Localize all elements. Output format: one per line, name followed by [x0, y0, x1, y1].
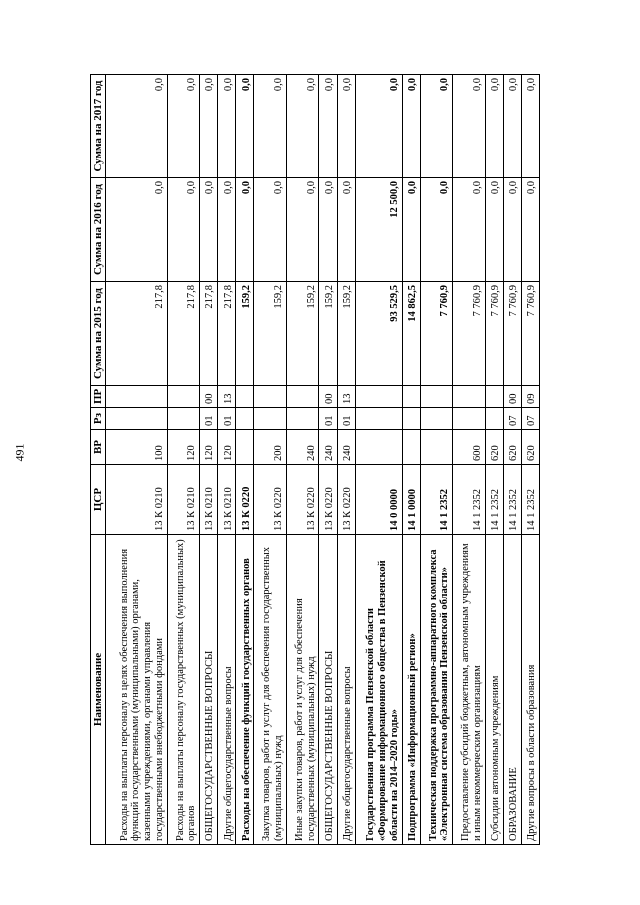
- row-sum-2016-cell: 0,0: [402, 178, 420, 282]
- table-row: [355, 75, 402, 845]
- row-name-cell: Другие общегосударственные вопросы: [218, 535, 236, 845]
- row-name-cell: Техническая поддержка программно-аппаратного комплекса «Электронная система образования Пензенской области»: [420, 535, 453, 845]
- row-rz-cell: [420, 408, 453, 430]
- row-sum-2016-cell: 0,0: [521, 178, 539, 282]
- table-row: [286, 75, 319, 845]
- row-sum-2015-cell: 7 760,9: [485, 282, 503, 386]
- row-name-cell: ОБРАЗОВАНИЕ: [503, 535, 521, 845]
- row-csr-cell: 13 К 0210: [218, 465, 236, 535]
- row-vr-cell: [420, 430, 453, 465]
- rotated-page-content: [90, 75, 540, 845]
- table-row: [521, 75, 539, 845]
- row-name-cell: Расходы на выплаты персоналу в целях обеспечения выполнения функций государственными (муниципальными) органами, казенными учреждениями, органами управления государственными внебюджетными фондами: [106, 535, 167, 845]
- row-rz-cell: [254, 408, 287, 430]
- row-name-cell: Иные закупки товаров, работ и услуг для обеспечения государственных (муниципальных) нужд: [286, 535, 319, 845]
- table-row: [106, 75, 167, 845]
- row-name-cell: Предоставление субсидий бюджетным, автономным учреждениям и иным некоммерческим организациям: [453, 535, 486, 845]
- row-sum-2017-cell: 0,0: [503, 75, 521, 178]
- row-pr-cell: 13: [218, 386, 236, 408]
- table-row: [218, 75, 236, 845]
- row-rz-cell: [355, 408, 402, 430]
- row-rz-cell: [485, 408, 503, 430]
- row-sum-2016-cell: 0,0: [167, 178, 200, 282]
- table-row: [402, 75, 420, 845]
- row-rz-cell: [167, 408, 200, 430]
- row-sum-2015-cell: 159,2: [254, 282, 287, 386]
- row-rz-cell: 01: [319, 408, 337, 430]
- row-vr-cell: 100: [106, 430, 167, 465]
- row-sum-2016-cell: 0,0: [106, 178, 167, 282]
- row-csr-cell: 14 1 2352: [420, 465, 453, 535]
- row-csr-cell: 13 К 0210: [106, 465, 167, 535]
- header-name: Наименование: [91, 535, 106, 845]
- row-pr-cell: [420, 386, 453, 408]
- row-name-cell: Другие общегосударственные вопросы: [337, 535, 355, 845]
- row-csr-cell: 13 К 0220: [236, 465, 254, 535]
- row-pr-cell: 00: [503, 386, 521, 408]
- row-pr-cell: [286, 386, 319, 408]
- row-csr-cell: 14 0 0000: [355, 465, 402, 535]
- header-rz: Рз: [91, 408, 106, 430]
- row-rz-cell: [236, 408, 254, 430]
- header-sum-2015: Сумма на 2015 год: [91, 282, 106, 386]
- row-vr-cell: 620: [485, 430, 503, 465]
- row-sum-2015-cell: 217,8: [218, 282, 236, 386]
- row-vr-cell: [402, 430, 420, 465]
- row-rz-cell: 01: [200, 408, 218, 430]
- row-vr-cell: 240: [319, 430, 337, 465]
- row-sum-2017-cell: 0,0: [218, 75, 236, 178]
- row-rz-cell: 07: [521, 408, 539, 430]
- row-sum-2015-cell: 14 862,5: [402, 282, 420, 386]
- row-vr-cell: 200: [254, 430, 287, 465]
- row-sum-2017-cell: 0,0: [200, 75, 218, 178]
- row-sum-2015-cell: 159,2: [337, 282, 355, 386]
- row-name-cell: Подпрограмма «Информационный регион»: [402, 535, 420, 845]
- row-sum-2017-cell: 0,0: [337, 75, 355, 178]
- row-csr-cell: 13 К 0220: [254, 465, 287, 535]
- row-sum-2016-cell: 0,0: [286, 178, 319, 282]
- row-sum-2016-cell: 0,0: [254, 178, 287, 282]
- row-rz-cell: [402, 408, 420, 430]
- row-sum-2017-cell: 0,0: [402, 75, 420, 178]
- row-pr-cell: [167, 386, 200, 408]
- row-sum-2017-cell: 0,0: [286, 75, 319, 178]
- table-header-row: [91, 75, 106, 845]
- row-name-cell: Субсидии автономным учреждениям: [485, 535, 503, 845]
- row-name-cell: Расходы на выплаты персоналу государственных (муниципальных) органов: [167, 535, 200, 845]
- row-name-cell: Другие вопросы в области образования: [521, 535, 539, 845]
- table-row: [503, 75, 521, 845]
- row-sum-2015-cell: 217,8: [167, 282, 200, 386]
- row-sum-2015-cell: 217,8: [106, 282, 167, 386]
- row-rz-cell: [453, 408, 486, 430]
- row-pr-cell: [453, 386, 486, 408]
- row-sum-2017-cell: 0,0: [254, 75, 287, 178]
- row-vr-cell: 120: [167, 430, 200, 465]
- header-sum-2016: Сумма на 2016 год: [91, 178, 106, 282]
- row-sum-2015-cell: 217,8: [200, 282, 218, 386]
- row-vr-cell: 120: [218, 430, 236, 465]
- table-row: [254, 75, 287, 845]
- row-name-cell: ОБЩЕГОСУДАРСТВЕННЫЕ ВОПРОСЫ: [200, 535, 218, 845]
- row-pr-cell: 00: [319, 386, 337, 408]
- row-sum-2016-cell: 0,0: [337, 178, 355, 282]
- row-csr-cell: 14 1 0000: [402, 465, 420, 535]
- row-sum-2015-cell: 7 760,9: [521, 282, 539, 386]
- row-name-cell: Закупка товаров, работ и услуг для обеспечения государственных (муниципальных) нужд: [254, 535, 287, 845]
- row-sum-2015-cell: 7 760,9: [503, 282, 521, 386]
- page-number: 491: [12, 443, 27, 462]
- row-vr-cell: 240: [286, 430, 319, 465]
- row-sum-2017-cell: 0,0: [106, 75, 167, 178]
- row-vr-cell: 620: [503, 430, 521, 465]
- row-vr-cell: 620: [521, 430, 539, 465]
- row-rz-cell: [286, 408, 319, 430]
- budget-table: [90, 74, 540, 845]
- table-row: [236, 75, 254, 845]
- row-sum-2015-cell: 7 760,9: [453, 282, 486, 386]
- row-csr-cell: 13 К 0220: [319, 465, 337, 535]
- row-csr-cell: 13 К 0210: [167, 465, 200, 535]
- table-row: [420, 75, 453, 845]
- row-name-cell: ОБЩЕГОСУДАРСТВЕННЫЕ ВОПРОСЫ: [319, 535, 337, 845]
- row-rz-cell: 07: [503, 408, 521, 430]
- table-row: [337, 75, 355, 845]
- table-row: [167, 75, 200, 845]
- row-csr-cell: 13 К 0220: [337, 465, 355, 535]
- row-sum-2017-cell: 0,0: [236, 75, 254, 178]
- row-rz-cell: 01: [337, 408, 355, 430]
- table-row: [485, 75, 503, 845]
- row-sum-2015-cell: 159,2: [236, 282, 254, 386]
- row-sum-2017-cell: 0,0: [355, 75, 402, 178]
- row-sum-2016-cell: 0,0: [503, 178, 521, 282]
- row-pr-cell: [236, 386, 254, 408]
- row-csr-cell: 14 1 2352: [485, 465, 503, 535]
- header-csr: ЦСР: [91, 465, 106, 535]
- row-sum-2016-cell: 12 500,0: [355, 178, 402, 282]
- row-sum-2017-cell: 0,0: [167, 75, 200, 178]
- row-sum-2017-cell: 0,0: [521, 75, 539, 178]
- row-vr-cell: 600: [453, 430, 486, 465]
- row-sum-2015-cell: 93 529,5: [355, 282, 402, 386]
- table-row: [200, 75, 218, 845]
- row-csr-cell: 14 1 2352: [521, 465, 539, 535]
- row-pr-cell: 00: [200, 386, 218, 408]
- row-sum-2016-cell: 0,0: [200, 178, 218, 282]
- row-sum-2015-cell: 7 760,9: [420, 282, 453, 386]
- row-vr-cell: [355, 430, 402, 465]
- row-sum-2016-cell: 0,0: [319, 178, 337, 282]
- row-pr-cell: [254, 386, 287, 408]
- header-pr: ПР: [91, 386, 106, 408]
- table-row: [319, 75, 337, 845]
- row-csr-cell: 14 1 2352: [453, 465, 486, 535]
- row-sum-2017-cell: 0,0: [485, 75, 503, 178]
- row-sum-2016-cell: 0,0: [218, 178, 236, 282]
- header-vr: ВР: [91, 430, 106, 465]
- row-sum-2016-cell: 0,0: [236, 178, 254, 282]
- row-sum-2016-cell: 0,0: [485, 178, 503, 282]
- table-body: [106, 75, 540, 845]
- row-pr-cell: [402, 386, 420, 408]
- row-vr-cell: 120: [200, 430, 218, 465]
- table-row: [453, 75, 486, 845]
- row-csr-cell: 13 К 0220: [286, 465, 319, 535]
- row-sum-2016-cell: 0,0: [420, 178, 453, 282]
- row-sum-2017-cell: 0,0: [319, 75, 337, 178]
- row-sum-2015-cell: 159,2: [319, 282, 337, 386]
- row-csr-cell: 13 К 0210: [200, 465, 218, 535]
- row-pr-cell: [106, 386, 167, 408]
- row-pr-cell: [485, 386, 503, 408]
- row-sum-2017-cell: 0,0: [453, 75, 486, 178]
- row-pr-cell: 13: [337, 386, 355, 408]
- row-vr-cell: 240: [337, 430, 355, 465]
- header-sum-2017: Сумма на 2017 год: [91, 75, 106, 178]
- row-name-cell: Расходы на обеспечение функций государственных органов: [236, 535, 254, 845]
- row-rz-cell: [106, 408, 167, 430]
- row-name-cell: Государственная программа Пензенской области «Формирование информационного общества в Пензенской области на 2014–2020 годы»: [355, 535, 402, 845]
- row-sum-2016-cell: 0,0: [453, 178, 486, 282]
- row-sum-2017-cell: 0,0: [420, 75, 453, 178]
- page-number-area: [0, 0, 40, 905]
- row-rz-cell: 01: [218, 408, 236, 430]
- row-vr-cell: [236, 430, 254, 465]
- row-pr-cell: [355, 386, 402, 408]
- row-csr-cell: 14 1 2352: [503, 465, 521, 535]
- row-pr-cell: 09: [521, 386, 539, 408]
- row-sum-2015-cell: 159,2: [286, 282, 319, 386]
